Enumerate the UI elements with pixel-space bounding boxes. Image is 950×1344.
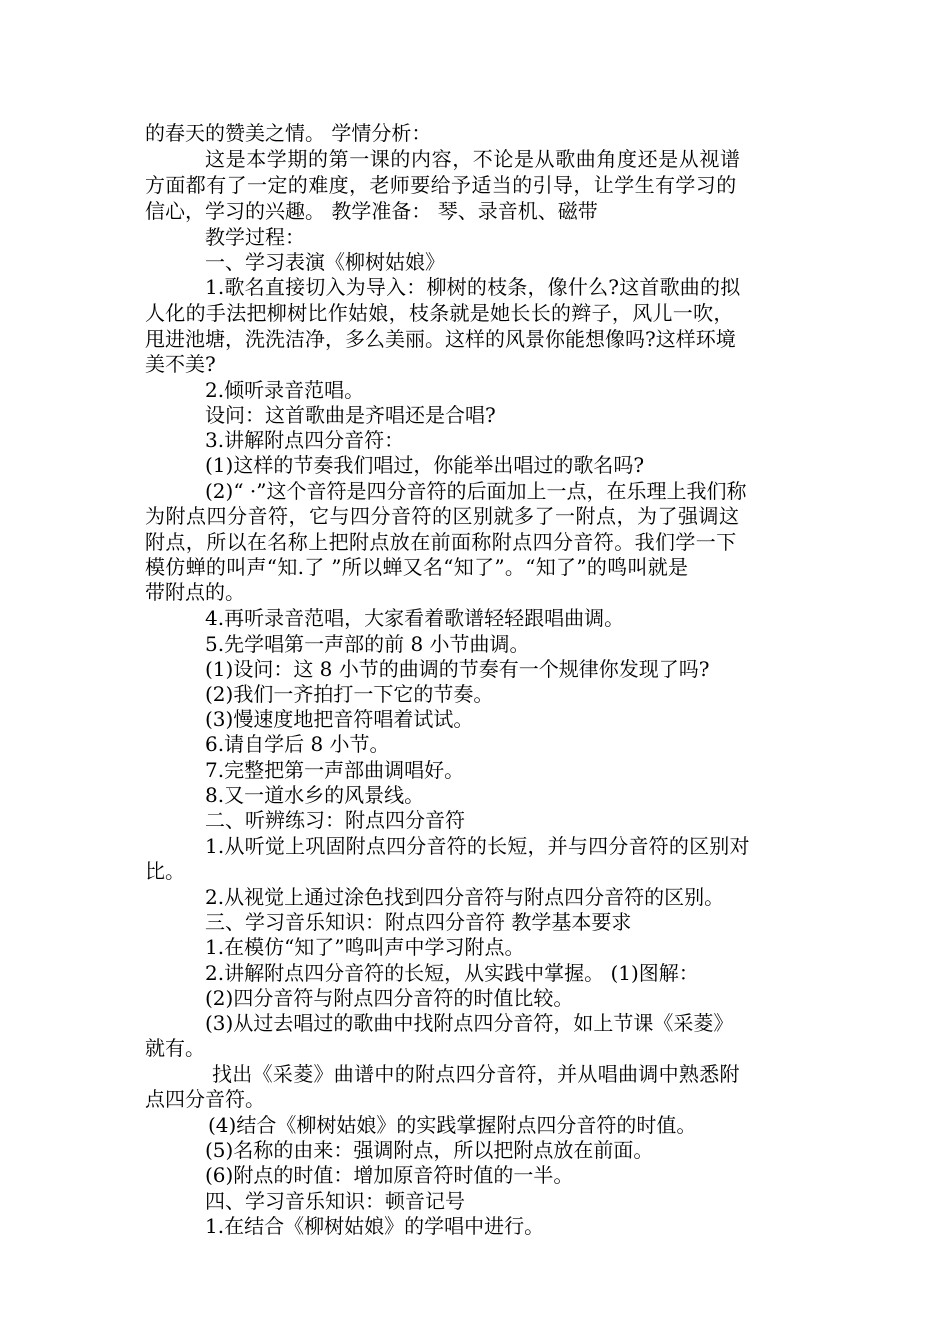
text-line: 6.请自学后 8 小节。 xyxy=(205,732,390,756)
text-line: 1.从听觉上巩固附点四分音符的长短，并与四分音符的区别对 xyxy=(205,834,750,858)
text-line: (2)四分音符与附点四分音符的时值比较。 xyxy=(205,986,574,1010)
text-line: 教学过程： xyxy=(205,225,305,249)
text-line: (4)结合《柳树姑娘》的实践掌握附点四分音符的时值。 xyxy=(208,1113,697,1137)
text-line: (1)设问：这 8 小节的曲调的节奏有一个规律你发现了吗? xyxy=(205,657,710,681)
text-line: 点四分音符。 xyxy=(145,1087,265,1111)
text-line: (1)这样的节奏我们唱过，你能举出唱过的歌名吗? xyxy=(205,453,645,477)
text-line: (3)慢速度地把音符唱着试试。 xyxy=(205,707,474,731)
section-heading: 三、学习音乐知识：附点四分音符 教学基本要求 xyxy=(205,910,632,934)
text-line: 信心，学习的兴趣。 教学准备： 琴、录音机、磁带 xyxy=(145,199,598,223)
text-line: 找出《采菱》曲谱中的附点四分音符，并从唱曲调中熟悉附 xyxy=(212,1062,740,1086)
text-line: (6)附点的时值：增加原音符时值的一半。 xyxy=(205,1163,574,1187)
text-line: 这是本学期的第一课的内容，不论是从歌曲角度还是从视谱 xyxy=(205,147,741,171)
text-line: 模仿蝉的叫声“知.了 ”所以蝉又名“知了”。“知了”的鸣叫就是 xyxy=(145,555,689,579)
text-line: 4.再听录音范唱，大家看着歌谱轻轻跟唱曲调。 xyxy=(205,606,625,630)
text-line: 2.从视觉上通过涂色找到四分音符与附点四分音符的区别。 xyxy=(205,885,725,909)
text-line: (3)从过去唱过的歌曲中找附点四分音符，如上节课《采菱》 xyxy=(205,1011,734,1035)
section-heading: 四、学习音乐知识：顿音记号 xyxy=(205,1189,465,1213)
text-line: 美不美? xyxy=(145,352,216,376)
text-line: 1.歌名直接切入为导入：柳树的枝条，像什么?这首歌曲的拟 xyxy=(205,275,741,299)
text-line: 1.在结合《柳树姑娘》的学唱中进行。 xyxy=(205,1214,545,1238)
text-line: 带附点的。 xyxy=(145,580,245,604)
text-line: 3.讲解附点四分音符： xyxy=(205,428,405,452)
text-line: 人化的手法把柳树比作姑娘，枝条就是她长长的辫子，风儿一吹， xyxy=(145,301,734,325)
text-line: 甩进池塘，洗洗洁净，多么美丽。这样的风景你能想像吗?这样环境 xyxy=(145,327,736,351)
text-line: 比。 xyxy=(145,859,185,883)
text-line: 7.完整把第一声部曲调唱好。 xyxy=(205,758,465,782)
text-line: 2.倾听录音范唱。 xyxy=(205,378,365,402)
text-line: (5)名称的由来：强调附点，所以把附点放在前面。 xyxy=(205,1138,654,1162)
text-line: 设问：这首歌曲是齐唱还是合唱? xyxy=(205,403,496,427)
text-line: (2)我们一齐拍打一下它的节奏。 xyxy=(205,682,494,706)
text-line: (2)“ ·”这个音符是四分音符的后面加上一点，在乐理上我们称 xyxy=(205,479,747,503)
text-line: 8.又一道水乡的风景线。 xyxy=(205,783,425,807)
section-heading: 二、听辨练习：附点四分音符 xyxy=(205,808,465,832)
text-line: 就有。 xyxy=(145,1036,205,1060)
text-line: 方面都有了一定的难度，老师要给予适当的引导，让学生有学习的 xyxy=(145,173,737,197)
text-line: 1.在模仿“知了”鸣叫声中学习附点。 xyxy=(205,935,525,959)
text-line: 为附点四分音符，它与四分音符的区别就多了一附点，为了强调这 xyxy=(145,504,740,528)
text-line: 5.先学唱第一声部的前 8 小节曲调。 xyxy=(205,632,530,656)
text-line: 2.讲解附点四分音符的长短，从实践中掌握。 (1)图解： xyxy=(205,961,699,985)
section-heading: 一、学习表演《柳树姑娘》 xyxy=(205,250,445,274)
text-line: 的春天的赞美之情。 学情分析： xyxy=(145,121,432,145)
text-line: 附点，所以在名称上把附点放在前面称附点四分音符。我们学一下 xyxy=(145,530,737,554)
